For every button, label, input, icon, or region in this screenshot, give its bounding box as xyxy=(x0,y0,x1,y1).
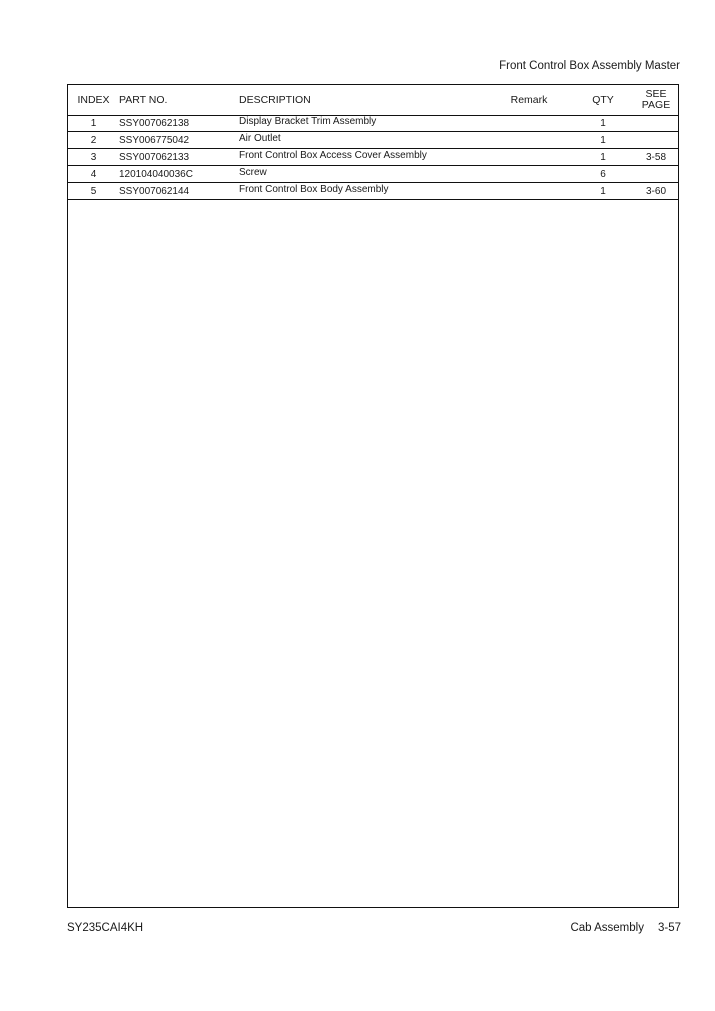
table-row xyxy=(68,166,678,183)
cell-index: 2 xyxy=(90,134,97,146)
cell-description: Screw xyxy=(239,167,267,178)
cell-index: 1 xyxy=(90,117,97,129)
header-index: INDEX xyxy=(77,94,110,106)
header-qty: QTY xyxy=(592,94,614,106)
table-row xyxy=(68,132,678,149)
cell-remark xyxy=(499,183,559,199)
header-see-page xyxy=(633,85,679,115)
table-row xyxy=(68,115,678,132)
footer-section: Cab Assembly xyxy=(570,922,644,934)
cell-remark xyxy=(499,166,559,182)
cell-qty: 1 xyxy=(600,134,606,146)
cell-remark xyxy=(499,132,559,148)
cell-part-no: SSY007062133 xyxy=(119,151,190,163)
header-see-page-line2: PAGE xyxy=(641,99,671,111)
cell-part-no: 120104040036C xyxy=(119,168,193,180)
cell-qty: 1 xyxy=(600,117,606,129)
table-row xyxy=(68,183,678,200)
cell-qty: 6 xyxy=(600,168,606,180)
cell-see-page: 3-58 xyxy=(645,151,666,163)
footer-model: SY235CAI4KH xyxy=(67,922,144,934)
table-header xyxy=(68,85,678,116)
cell-description: Air Outlet xyxy=(239,133,281,144)
footer-page-number: 3-57 xyxy=(657,922,681,934)
header-remark: Remark xyxy=(510,94,548,106)
table-row xyxy=(68,149,678,166)
header-part-no: PART NO. xyxy=(119,94,168,106)
cell-remark xyxy=(499,149,559,165)
cell-description: Display Bracket Trim Assembly xyxy=(239,116,377,127)
cell-part-no: SSY007062138 xyxy=(119,117,190,129)
cell-see-page xyxy=(633,132,679,148)
footer-section-page xyxy=(570,922,681,934)
cell-index: 5 xyxy=(90,185,97,197)
cell-index: 4 xyxy=(90,168,97,180)
cell-description: Front Control Box Access Cover Assembly xyxy=(239,150,427,161)
cell-remark xyxy=(499,115,559,131)
cell-description: Front Control Box Body Assembly xyxy=(239,184,389,195)
header-see-page-line1: SEE xyxy=(645,88,667,100)
parts-table-frame xyxy=(67,84,679,908)
cell-see-page xyxy=(633,115,679,131)
header-description: DESCRIPTION xyxy=(239,94,311,106)
cell-qty: 1 xyxy=(600,151,606,163)
document-title: Front Control Box Assembly Master xyxy=(499,60,680,72)
cell-index: 3 xyxy=(90,151,97,163)
cell-see-page xyxy=(633,166,679,182)
cell-qty: 1 xyxy=(600,185,606,197)
cell-see-page: 3-60 xyxy=(645,185,666,197)
cell-part-no: SSY007062144 xyxy=(119,185,190,197)
cell-part-no: SSY006775042 xyxy=(119,134,190,146)
